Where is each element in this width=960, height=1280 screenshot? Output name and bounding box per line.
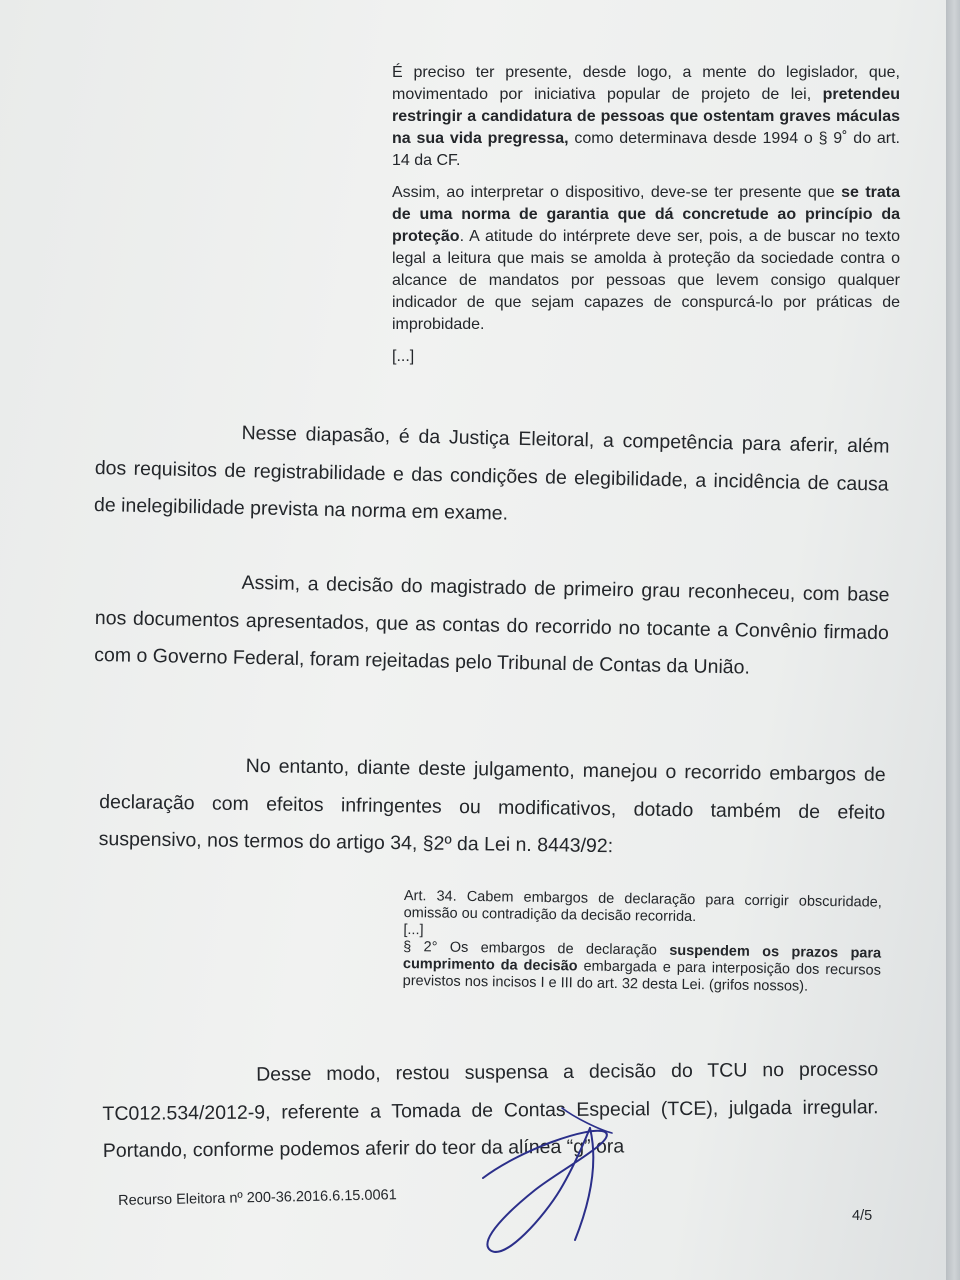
paragraph-text: Assim, a decisão do magistrado de primeiro grau reconheceu, com base nos documentos apresentados, que as contas do recorrido no tocante a Convênio firmado com o Governo Federal, foram rejeitadas pelo Tribunal de Contas da União. bbox=[94, 571, 890, 679]
block-quote-legislador bbox=[392, 62, 900, 378]
footer-reference: Recurso Eleitora nº 200-36.2016.6.15.0061 bbox=[118, 1187, 397, 1209]
page-number: 4/5 bbox=[852, 1208, 873, 1224]
body-paragraph-3 bbox=[98, 746, 885, 869]
body-paragraph-2 bbox=[94, 562, 890, 690]
quote-text: como determinava desde 1994 o § 9˚ do art. 14 da CF. bbox=[392, 130, 901, 169]
quote-paragraph bbox=[403, 939, 882, 997]
quote-ellipsis: [...] bbox=[403, 921, 424, 939]
quote-text: É preciso ter presente, desde logo, a mente do legislador, que, movimentado por iniciativa popular de projeto de lei, bbox=[392, 64, 900, 103]
body-paragraph-4 bbox=[102, 1051, 879, 1170]
quote-text: embargada e para interposição dos recursos previstos nos incisos I e III do art. 32 desta Lei. (grifos nossos). bbox=[402, 958, 882, 995]
quote-bold-text: pretendeu restringir a candidatura de pessoas que ostentam graves máculas na sua vida pregressa, bbox=[392, 86, 900, 147]
body-paragraph-1 bbox=[94, 412, 890, 541]
paragraph-text: No entanto, diante deste julgamento, manejou o recorrido embargos de declaração com efeitos infringentes ou modificativos, dotado também de efeito suspensivo, nos termos do artigo 34, §2º da Lei n. 8443/92: bbox=[98, 755, 886, 858]
quote-paragraph-2 bbox=[392, 182, 900, 336]
quote-text: Assim, ao interpretar o dispositivo, deve-se ter presente que bbox=[392, 184, 842, 201]
paragraph-text: Desse modo, restou suspensa a decisão do TCU no processo TC012.534/2012-9, referente a Tomada de Contas Especial (TCE), julgada irregular. Portando, conforme podemos aferir do teor da alínea “g” ora bbox=[102, 1058, 879, 1162]
block-quote-art-34 bbox=[403, 888, 882, 997]
quote-paragraph-1 bbox=[392, 62, 900, 172]
page-edge bbox=[946, 0, 960, 1280]
paragraph-text: Nesse diapasão, é da Justiça Eleitoral, a competência para aferir, além dos requisitos de registrabilidade e das condições de elegibilidade, a incidência de causa de inelegibilidade prevista na norma em exame. bbox=[93, 422, 890, 525]
quote-text: Art. 34. Cabem embargos de declaração para corrigir obscuridade, omissão ou contradição da decisão recorrida. bbox=[403, 888, 882, 926]
quote-text: § 2° Os embargos de declaração bbox=[403, 938, 670, 959]
quote-text: . A atitude do intérprete deve ser, pois, a de buscar no texto legal a leitura que mais se amolda à proteção da sociedade contra o alcance de mandatos por pessoas que levem consigo qualquer indicador de que sejam capazes de conspurcá-lo por práticas de improbidade. bbox=[392, 228, 900, 333]
quote-bold-text: se trata de uma norma de garantia que dá concretude ao princípio da proteção bbox=[392, 184, 901, 245]
quote-bold-text: suspendem os prazos para cumprimento da decisão bbox=[402, 942, 882, 975]
quote-ellipsis: [...] bbox=[392, 348, 415, 365]
